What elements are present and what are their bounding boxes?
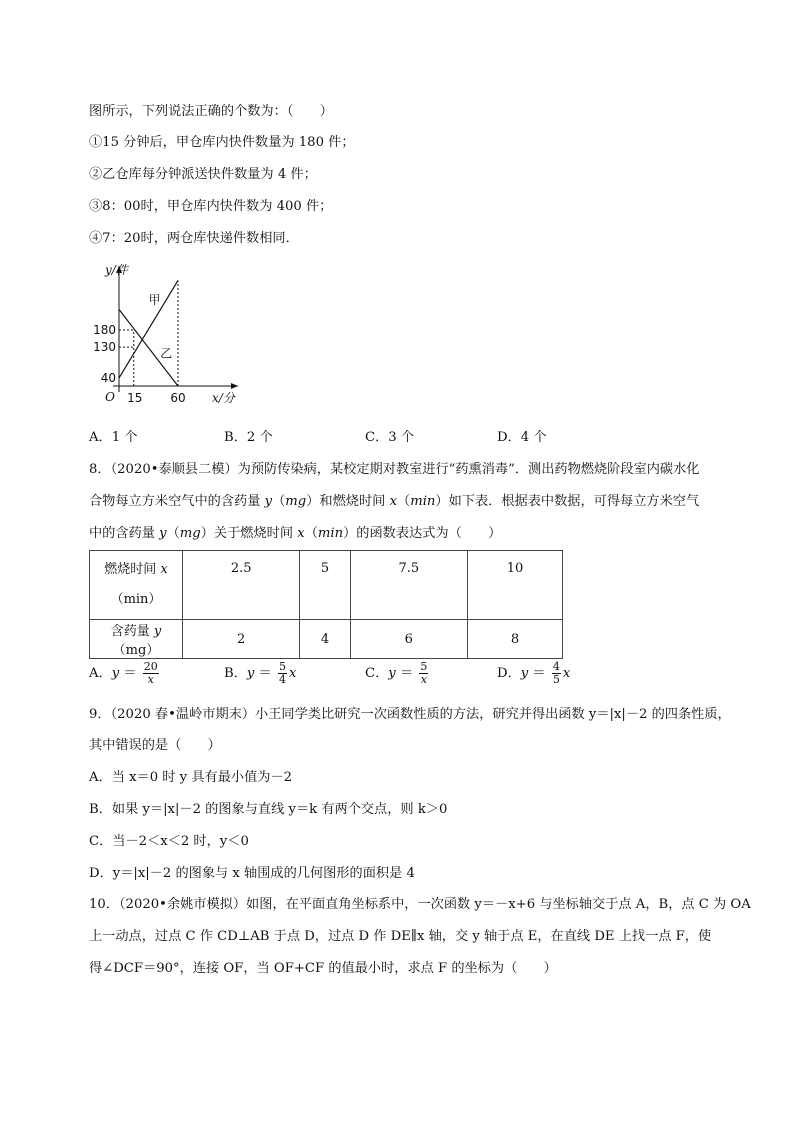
table-cell: 2 (183, 620, 300, 659)
x-tick-label-0: 15 (127, 391, 143, 405)
q7-statement-2: ②乙仓库每分钟派送快件数量为 4 件； (89, 167, 317, 182)
q7-chart (88, 258, 248, 413)
y-axis-label: y/件 (105, 263, 128, 277)
q8-data-table (89, 550, 563, 659)
q7-option-a[interactable]: A．1 个 (89, 430, 138, 445)
table-cell: 4 (300, 620, 350, 659)
y-tick-label-0: 40 (100, 371, 116, 385)
q8-option-b[interactable]: B．y ＝ $\frac{5}{4}$ x (224, 660, 297, 686)
q7-option-c[interactable]: C．3 个 (365, 430, 415, 445)
x-axis-arrow (231, 383, 238, 389)
table-cell: 8 (468, 620, 563, 659)
q8-option-c[interactable]: C．y ＝ $\frac{5}{x}$ (365, 660, 428, 686)
table-cell: 2.5 (183, 551, 300, 620)
table-header-time: 燃烧时间 x （min） (90, 551, 183, 620)
q8-line-1: 8．（2020•泰顺县二模）为预防传染病，某校定期对教室进行“药熏消毒”．测出药物燃烧阶段室内碳水化 (89, 462, 700, 477)
q7-stem-tail: 图所示，下列说法正确的个数为：（ ） (89, 104, 333, 119)
q9-line-2: 其中错误的是（ ） (89, 738, 221, 753)
q8-line-3: 中的含药量 y（mg）关于燃烧时间 x（min）的函数表达式为（ ） (89, 526, 502, 541)
series-label-0: 甲 (148, 292, 161, 307)
q8-option-a[interactable]: A．y ＝ $\frac{20}{x}$ (89, 660, 158, 686)
table-row (90, 551, 563, 620)
q9-line-1: 9．（2020 春•温岭市期末）小王同学类比研究一次函数性质的方法，研究并得出函数 y＝|x|－2 的四条性质， (89, 707, 731, 722)
q8-line-2: 合物每立方米空气中的含药量 y（mg）和燃烧时间 x（min）如下表．根据表中数据，可得每立方米空气 (89, 494, 700, 509)
table-header-dose: 含药量 y（mg） (90, 620, 183, 659)
q7-option-b[interactable]: B．2 个 (224, 430, 273, 445)
y-tick-label-1: 130 (93, 340, 116, 355)
chart-labels (93, 263, 237, 405)
x-tick-label-1: 60 (170, 391, 186, 405)
q9-option-d[interactable]: D．y＝|x|－2 的图象与 x 轴围成的几何图形的面积是 4 (89, 866, 415, 881)
q10-line-3: 得∠DCF＝90°，连接 OF，当 OF+CF 的值最小时，求点 F 的坐标为（ ） (89, 961, 557, 976)
table-cell: 6 (350, 620, 467, 659)
q7-statement-4: ④7：20时，两仓库快递件数相同． (89, 231, 299, 246)
q9-option-b[interactable]: B．如果 y＝|x|－2 的图象与直线 y＝k 有两个交点，则 k＞0 (89, 802, 448, 817)
origin-label: O (105, 390, 115, 404)
series-label-1: 乙 (160, 346, 173, 361)
table-cell: 10 (468, 551, 563, 620)
q10-line-1: 10．（2020•余姚市模拟）如图，在平面直角坐标系中，一次函数 y＝－x+6 与坐标轴交于点 A，B，点 C 为 OA (89, 897, 751, 912)
q9-option-a[interactable]: A．当 x＝0 时 y 具有最小值为－2 (89, 770, 293, 785)
q7-statement-1: ①15 分钟后，甲仓库内快件数量为 180 件； (89, 135, 355, 150)
table-cell: 5 (300, 551, 350, 620)
q8-option-d[interactable]: D．y ＝ $\frac{4}{5}$ x (497, 660, 571, 686)
table-row (90, 620, 563, 659)
q10-line-2: 上一动点，过点 C 作 CD⊥AB 于点 D，过点 D 作 DE∥x 轴，交 y 轴于点 E，在直线 DE 上找一点 F，使 (89, 929, 712, 944)
q9-option-c[interactable]: C．当－2＜x＜2 时，y＜0 (89, 834, 249, 849)
x-axis-label: x/分 (212, 391, 235, 405)
q7-statement-3: ③8：00时，甲仓库内快件数为 400 件； (89, 199, 333, 214)
q7-option-d[interactable]: D．4 个 (497, 430, 547, 445)
y-tick-label-2: 180 (93, 323, 116, 337)
table-cell: 7.5 (350, 551, 467, 620)
